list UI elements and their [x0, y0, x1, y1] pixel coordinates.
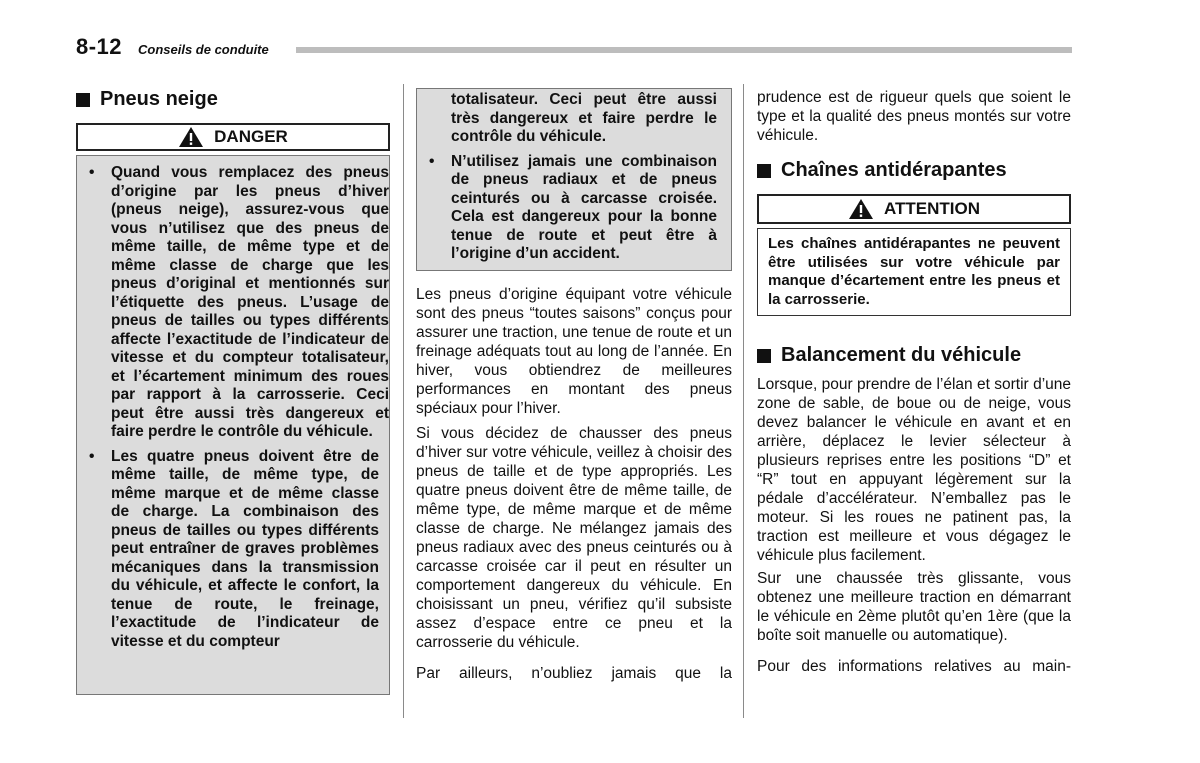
bullet-icon: •	[429, 152, 435, 170]
danger-item	[77, 448, 389, 652]
attention-text: Les chaînes antidérapantes ne peuvent être utilisées sur votre véhicule par manque d’écartement entre les pneus et la carrosserie.	[768, 235, 1060, 308]
danger-item-text: Quand vous remplacez des pneus d’origine par les pneus d’hiver (pneus neige), assurez-vous que vous n’utilisez que des pneus de même taille, de même type et de même classe de charge que les pneus d’original et mentionnés sur l’étiquette des pneus. L’usage de pneus de tailles ou types différents affecte l’exactitude de l’indicateur de vitesse et du compteur totalisateur, et l’écartement minimum des roues par rapport à la carrosserie. Ceci peut être aussi très dangereux et faire perdre le contrôle du véhicule.	[111, 164, 389, 440]
bullet-icon: •	[89, 447, 95, 465]
page-number: 8-12	[76, 34, 123, 59]
section-square-icon	[757, 164, 771, 178]
heading-text: Pneus neige	[100, 88, 218, 110]
attention-label: ATTENTION	[883, 199, 980, 218]
section-title: Conseils de conduite	[138, 42, 269, 57]
danger-item-text: N’utilisez jamais une combinaison de pneus radiaux et de pneus ceinturés ou à carcasse croisée. Cela est dangereux pour la bonne tenue de route et peut être à l’origine d’un accident.	[451, 152, 717, 262]
heading-chaines	[757, 159, 1071, 182]
section-square-icon	[76, 93, 90, 107]
column-divider	[403, 84, 404, 718]
heading-balancement	[757, 344, 1071, 367]
danger-box	[76, 155, 390, 695]
paragraph: Par ailleurs, n’oubliez jamais que la	[416, 664, 732, 682]
bullet-icon: •	[89, 164, 95, 181]
column-divider	[743, 84, 744, 718]
paragraph: prudence est de rigueur quels que soient le type et la qualité des pneus montés sur votre véhicule.	[757, 89, 1071, 144]
section-square-icon	[757, 349, 771, 363]
paragraph: Les pneus d’origine équipant votre véhicule sont des pneus “toutes saisons” conçus pour assurer une traction, une tenue de route et un freinage adéquats tout au long de l’année. En hiver, vous obtiendrez de meilleures performances en montant des pneus spéciaux pour l’hiver.	[416, 285, 732, 417]
column-2	[416, 88, 732, 695]
paragraph: Pour des informations relatives au main-	[757, 658, 1071, 675]
column-3	[757, 88, 1071, 688]
danger-item	[77, 164, 389, 442]
danger-item-continued	[417, 91, 717, 147]
column-1	[76, 88, 390, 695]
danger-item-text: totalisateur. Ceci peut être aussi très dangereux et faire perdre le contrôle du véhicule.	[451, 91, 717, 145]
warning-triangle-icon	[178, 126, 204, 148]
header-rule	[296, 47, 1072, 53]
attention-title-box	[757, 194, 1071, 224]
warning-triangle-icon	[848, 198, 874, 220]
danger-label: DANGER	[214, 127, 288, 146]
danger-item	[417, 153, 717, 264]
paragraph: Lorsque, pour prendre de l’élan et sortir d’une zone de sable, de boue ou de neige, vous devez balancer le véhicule en avant et en arrière, déplacez le levier sélecteur à plusieurs reprises entre les positions “D” et “R” tout en appuyant légèrement sur la pédale d’accélérateur. N’emballez pas le moteur. Si les roues ne patinent pas, la traction est meilleure et vous dégagez le véhicule plus facilement.	[757, 376, 1071, 564]
danger-box-continued	[416, 88, 732, 271]
attention-box	[757, 228, 1071, 316]
heading-text: Chaînes antidérapantes	[781, 159, 1007, 181]
paragraph: Si vous décidez de chausser des pneus d’hiver sur votre véhicule, veillez à choisir des pneus de taille et de type appropriés. Les quatre pneus doivent être de même taille, de même type, de même marque et de même classe de charge. Ne mélangez jamais des pneus radiaux avec des pneus ceinturés ou à carcasse croisée car il peut en résulter un comportement dangereux du véhicule. En choisissant un pneu, vérifiez qu’il subsiste assez d’espace entre ce pneu et la carrosserie du véhicule.	[416, 424, 732, 651]
danger-item-text: Les quatre pneus doivent être de même taille, de même type, de même marque et de même classe de charge. La combinaison des pneus de tailles ou types différents peut entraîner de graves problèmes mécaniques dans la transmission du véhicule, et affecte le confort, la tenue de route, le freinage, l’exactitude de l’indicateur de vitesse et du compteur	[111, 447, 379, 650]
danger-title-box	[76, 123, 390, 151]
heading-text: Balancement du véhicule	[781, 344, 1022, 366]
heading-pneus-neige	[76, 88, 390, 111]
page-header	[76, 34, 1072, 64]
paragraph: Sur une chaussée très glissante, vous obtenez une meilleure traction en démarrant le véhicule en 2ème plutôt qu’en 1ère (que la boîte soit manuelle ou automatique).	[757, 570, 1071, 644]
